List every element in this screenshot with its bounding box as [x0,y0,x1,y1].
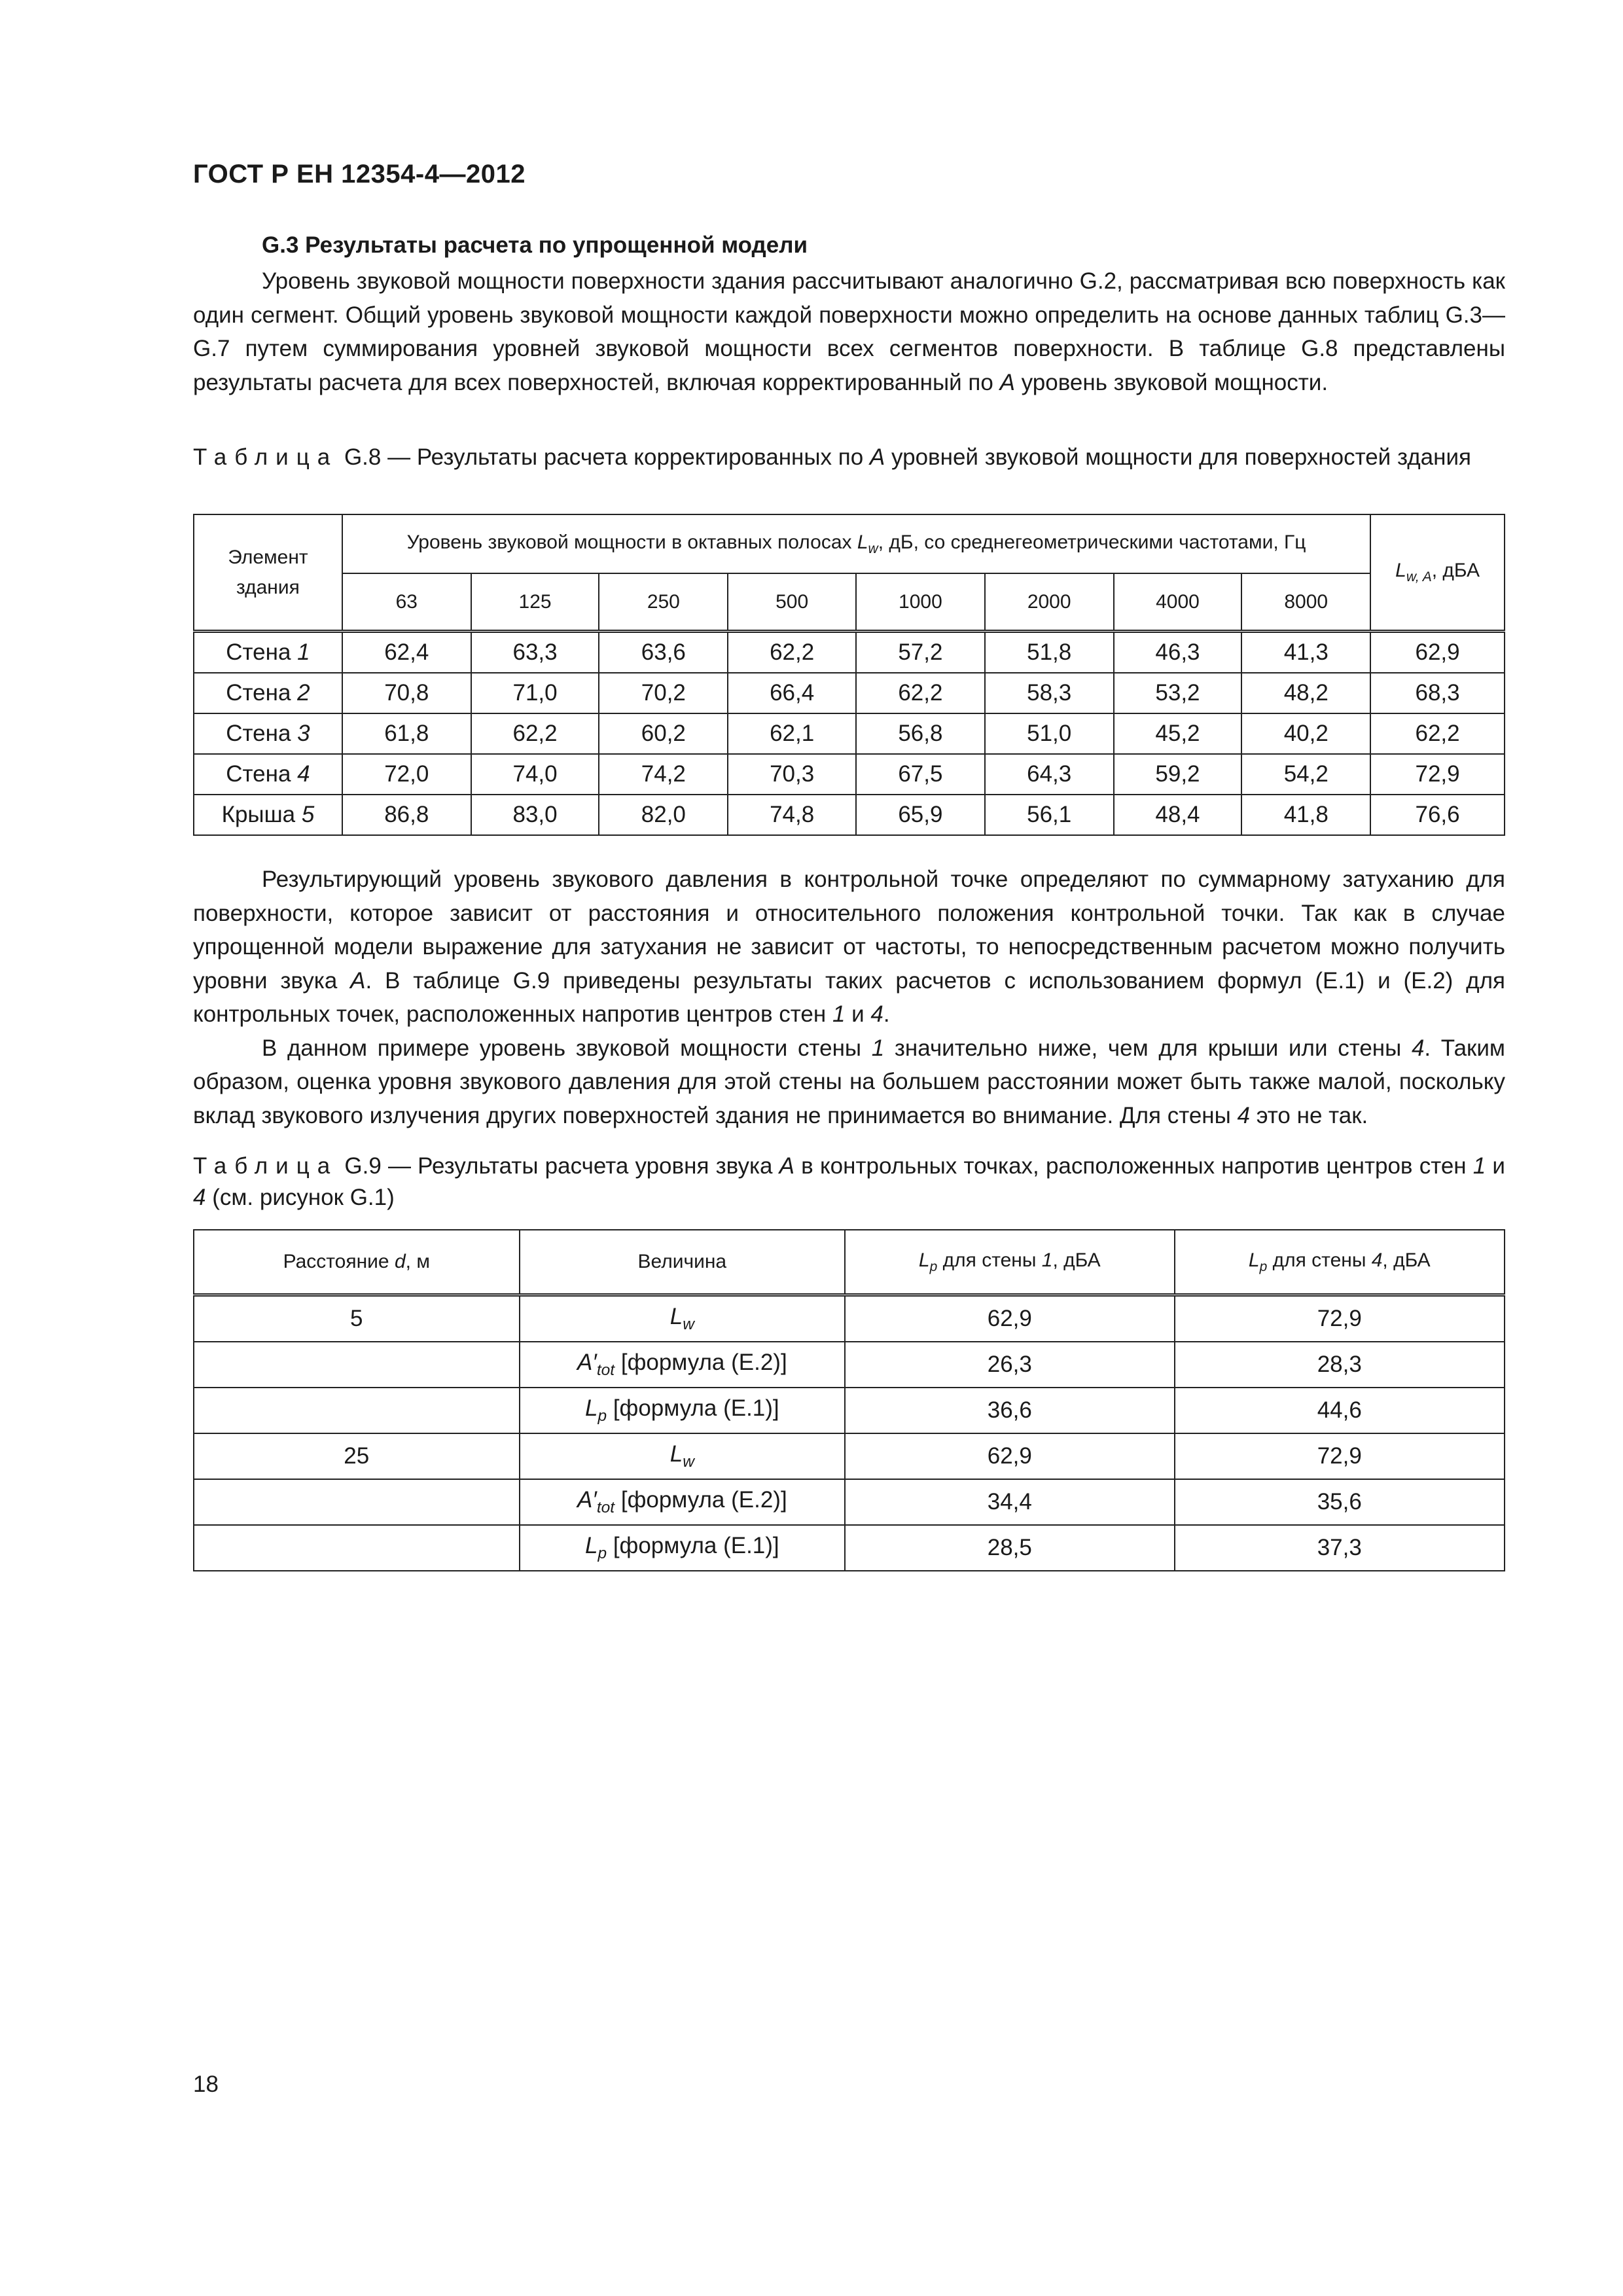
header-wall-1: $L_p$ для стены 1, дБА [845,1230,1174,1295]
table-row [194,673,1505,713]
wall-1-level-cell: 62,9 [845,1295,1174,1342]
table-label: Таблица [193,1153,338,1179]
header-quantity: Величина [520,1230,846,1295]
table-g8 [193,514,1505,836]
element-name: Крыша 5 [194,795,342,835]
level-cell: 51,8 [985,632,1114,673]
wall-4-level-cell: 72,9 [1175,1295,1505,1342]
wall-4-level-cell: 72,9 [1175,1433,1505,1479]
distance-cell [194,1388,520,1433]
table-label: Таблица [193,444,338,470]
distance-cell [194,1479,520,1525]
level-cell: 63,6 [599,632,728,673]
level-cell: 63,3 [471,632,599,673]
level-cell: 60,2 [599,713,728,754]
level-cell: 74,0 [471,754,599,795]
level-cell: 53,2 [1114,673,1242,713]
table-row [194,713,1505,754]
table-row [194,1433,1505,1479]
level-cell: 56,1 [985,795,1114,835]
header-frequency: 63 [342,573,471,632]
wall-4-level-cell: 28,3 [1175,1342,1505,1388]
wall-1-level-cell: 62,9 [845,1433,1174,1479]
wall-1-level-cell: 26,3 [845,1342,1174,1388]
quantity-cell: $L_p$ [формула (E.1)] [520,1525,846,1571]
section-title: G.3 Результаты расчета по упрощенной модели [262,232,808,258]
table-row [194,632,1505,673]
header-frequency: 4000 [1114,573,1242,632]
level-cell: 74,8 [728,795,856,835]
level-cell: 62,1 [728,713,856,754]
level-cell: 62,2 [856,673,985,713]
table-row [194,1479,1505,1525]
level-cell: 45,2 [1114,713,1242,754]
header-total-level: $L_{w, A}$, дБА [1370,514,1505,632]
level-cell: 72,0 [342,754,471,795]
quantity-cell: $A'_{tot}$ [формула (E.2)] [520,1479,846,1525]
quantity-cell: $L_p$ [формула (E.1)] [520,1388,846,1433]
level-cell: 61,8 [342,713,471,754]
level-cell: 62,2 [471,713,599,754]
wall-1-level-cell: 36,6 [845,1388,1174,1433]
level-cell: 57,2 [856,632,985,673]
header-frequency: 500 [728,573,856,632]
header-frequency: 8000 [1241,573,1370,632]
level-cell: 54,2 [1241,754,1370,795]
wall-1-level-cell: 28,5 [845,1525,1174,1571]
quantity-cell: $A'_{tot}$ [формула (E.2)] [520,1342,846,1388]
quantity-cell: $L_w$ [520,1295,846,1342]
level-cell: 40,2 [1241,713,1370,754]
table-row [194,795,1505,835]
wall-1-level-cell: 34,4 [845,1479,1174,1525]
header-frequency: 250 [599,573,728,632]
element-name: Стена 1 [194,632,342,673]
table-g9 [193,1229,1505,1571]
header-octave-bands: Уровень звуковой мощности в октавных полосах $L_w$, дБ, со среднегеометрическими частотами, Гц [342,514,1370,573]
level-cell: 62,4 [342,632,471,673]
wall-4-level-cell: 37,3 [1175,1525,1505,1571]
level-cell: 51,0 [985,713,1114,754]
total-level-cell: 62,9 [1370,632,1505,673]
wall-4-level-cell: 44,6 [1175,1388,1505,1433]
total-level-cell: 68,3 [1370,673,1505,713]
header-frequency: 125 [471,573,599,632]
level-cell: 70,2 [599,673,728,713]
distance-cell [194,1525,520,1571]
distance-cell: 5 [194,1295,520,1342]
level-cell: 67,5 [856,754,985,795]
table-g9-caption: Таблица G.9 — Результаты расчета уровня звука A в контрольных точках, расположенных напротив центров стен 1 и 4 (см. рисунок G.1) [193,1153,1505,1210]
level-cell: 70,3 [728,754,856,795]
total-level-cell: 76,6 [1370,795,1505,835]
distance-cell: 25 [194,1433,520,1479]
paragraph-result: Результирующий уровень звукового давления в контрольной точке определяют по суммарному затуханию для поверхности, которое зависит от расстояния и относительного положения контрольной точки. Так как в случае упрощенной модели выражение для затухания не зависит от частоты, то непосредственным расчетом можно получить уровни звука A. В таблице G.9 приведены результаты таких расчетов с использованием формул (E.1) и (E.2) для контрольных точек, расположенных напротив центров стен 1 и 4. В данном примере уровень звуковой мощности стены 1 значительно ниже, чем для крыши или стены 4. Таким образом, оценка уровня звукового давления для этой стены на большем расстоянии может быть также малой, поскольку вклад звукового излучения других поверхностей здания не принимается во внимание. Для стены 4 это не так. [193,867,1505,1128]
level-cell: 66,4 [728,673,856,713]
paragraph-intro: Уровень звуковой мощности поверхности здания рассчитывают аналогично G.2, рассматривая всю поверхность как один сегмент. Общий уровень звуковой мощности каждой поверхности можно определить на основе данных таблиц G.3—G.7 путем суммирования уровней звуковой мощности всех сегментов поверхности. В таблице G.8 представлены результаты расчета для всех поверхностей, включая корректированный по A уровень звуковой мощности. [193,268,1505,395]
level-cell: 59,2 [1114,754,1242,795]
element-name: Стена 3 [194,713,342,754]
level-cell: 82,0 [599,795,728,835]
level-cell: 86,8 [342,795,471,835]
element-name: Стена 2 [194,673,342,713]
distance-cell [194,1342,520,1388]
header-wall-4: $L_p$ для стены 4, дБА [1175,1230,1505,1295]
level-cell: 41,8 [1241,795,1370,835]
total-level-cell: 72,9 [1370,754,1505,795]
level-cell: 64,3 [985,754,1114,795]
wall-4-level-cell: 35,6 [1175,1479,1505,1525]
level-cell: 48,4 [1114,795,1242,835]
level-cell: 56,8 [856,713,985,754]
element-name: Стена 4 [194,754,342,795]
header-distance: Расстояние d, м [194,1230,520,1295]
level-cell: 58,3 [985,673,1114,713]
level-cell: 48,2 [1241,673,1370,713]
level-cell: 41,3 [1241,632,1370,673]
level-cell: 65,9 [856,795,985,835]
quantity-cell: $L_w$ [520,1433,846,1479]
total-level-cell: 62,2 [1370,713,1505,754]
level-cell: 83,0 [471,795,599,835]
level-cell: 74,2 [599,754,728,795]
table-row [194,1525,1505,1571]
table-row [194,754,1505,795]
table-row [194,1295,1505,1342]
table-g8-caption: Таблица G.8 — Результаты расчета корректированных по A уровней звуковой мощности для поверхностей здания [193,444,1471,470]
level-cell: 71,0 [471,673,599,713]
level-cell: 62,2 [728,632,856,673]
header-element: Элемент здания [194,514,342,632]
level-cell: 70,8 [342,673,471,713]
table-row [194,1342,1505,1388]
table-row [194,1388,1505,1433]
level-cell: 46,3 [1114,632,1242,673]
header-frequency: 2000 [985,573,1114,632]
header-frequency: 1000 [856,573,985,632]
document-header: ГОСТ Р ЕН 12354-4—2012 [193,160,526,188]
page-number: 18 [193,2072,219,2097]
